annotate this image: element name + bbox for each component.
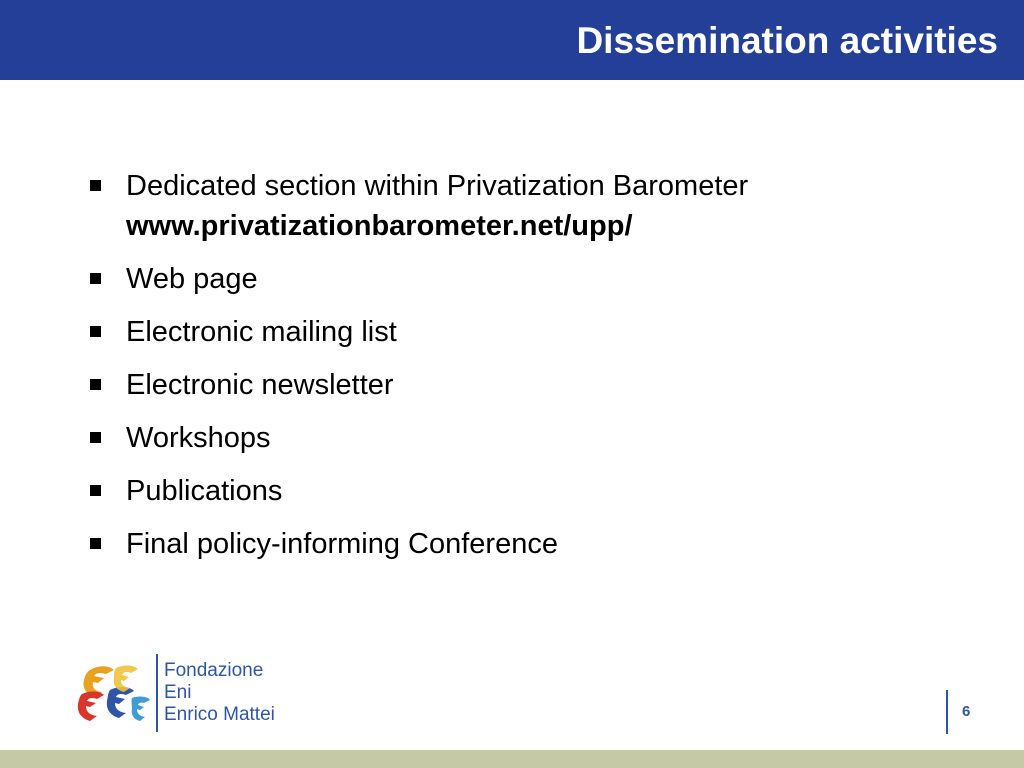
bullet-text: Final policy-informing Conference bbox=[126, 528, 558, 560]
barometer-url-link[interactable]: www.privatizationbarometer.net/upp/ bbox=[126, 210, 633, 242]
bullet-text: Web page bbox=[126, 263, 258, 295]
bullet-item bbox=[88, 365, 968, 405]
bullet-text: Workshops bbox=[126, 422, 271, 454]
square-bullet-icon bbox=[90, 180, 101, 191]
footer-bar bbox=[0, 750, 1024, 768]
bullet-item bbox=[88, 471, 968, 511]
logo-line: Fondazione bbox=[164, 660, 264, 681]
bullet-item bbox=[88, 418, 968, 458]
square-bullet-icon bbox=[90, 538, 101, 549]
logo-divider bbox=[156, 654, 158, 732]
title-bar bbox=[0, 0, 1024, 80]
bullet-text: Electronic newsletter bbox=[126, 369, 394, 401]
bullet-item bbox=[88, 312, 968, 352]
square-bullet-icon bbox=[90, 326, 101, 337]
bullet-text: Electronic mailing list bbox=[126, 316, 397, 348]
square-bullet-icon bbox=[90, 273, 101, 284]
bullet-item bbox=[88, 259, 968, 299]
slide-title: Dissemination activities bbox=[576, 20, 998, 61]
logo-wordmark bbox=[164, 660, 275, 726]
logo-line: Enrico Mattei bbox=[164, 704, 275, 725]
feem-logo-icon bbox=[76, 660, 152, 728]
logo-line: Eni bbox=[164, 682, 192, 703]
page-number: 6 bbox=[962, 703, 971, 720]
square-bullet-icon bbox=[90, 379, 101, 390]
square-bullet-icon bbox=[90, 485, 101, 496]
bullet-text: Dedicated section within Privatization Barometer bbox=[126, 170, 749, 202]
feem-logo bbox=[76, 652, 296, 734]
bullet-item bbox=[88, 524, 968, 564]
page-number-divider bbox=[946, 690, 948, 734]
square-bullet-icon bbox=[90, 432, 101, 443]
bullet-list bbox=[88, 166, 968, 577]
bullet-text: Publications bbox=[126, 475, 283, 507]
bullet-item bbox=[88, 166, 968, 246]
